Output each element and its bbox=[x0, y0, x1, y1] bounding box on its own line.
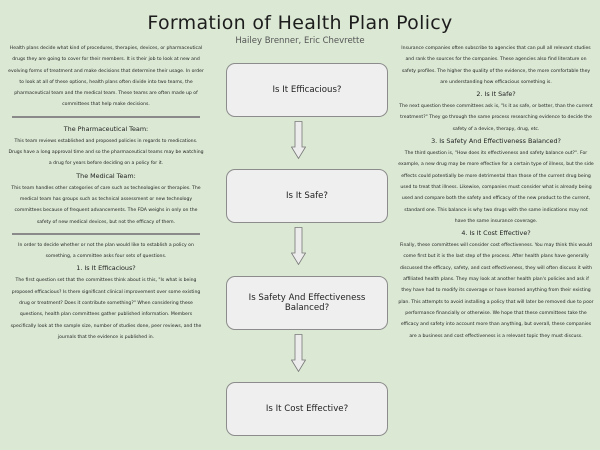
divider bbox=[12, 116, 200, 118]
poster-title: Formation of Health Plan Policy bbox=[147, 12, 453, 34]
q4-heading: 4. Is It Cost Effective? bbox=[461, 229, 531, 238]
q4-text: Finally, these committees will consider cost effectiveness. You may think this would come first but it is the last step of the process. After health plans have generally discussed the efficacy, safety, and cost effectiveness, they will often discuss it with affiliated health plans. They may look at another health plan's policies and ask if they have had to modify its coverage or have learned anything from their existing plan. This attempts to avoid installing a policy that will later be removed due to poor performance financially or otherwise. We hope that these committees take the efficacy and safety into account more than anything, but overall, these companies are a business and cost effectiveness is a relevant topic they must discuss. bbox=[398, 243, 594, 339]
q3-text: The third question is, "How does its effectiveness and safety balance out?". For example, a new drug may be more effective for a certain type of illness, but the side effects could potentially be more detrimental than those of the current drug being used to treat that illness. Likewise, companies must consider what is already being used and compare both the safety and efficacy of the new product to the current, standard one. This balance is why two drugs with the same indications may not have the same insurance coverage. bbox=[398, 151, 594, 224]
left-column bbox=[8, 43, 204, 343]
flow-step-cost-effective: Is It Cost Effective? bbox=[226, 382, 388, 436]
intro-paragraph: Health plans decide what kind of procedures, therapies, devices, or pharmaceutical drugs they are going to cover for their members. It is their job to look at new and evolving forms of treatment and make decisions that determine their usage. In order to look at all of these options, health plans often divide into two teams, the pharmaceutical team and the medical team. These teams are often made up of committees that help make decisions. bbox=[8, 46, 204, 108]
q3-heading: 3. Is Safety And Effectiveness Balanced? bbox=[431, 137, 561, 146]
medical-team-text: This team handles other categories of care such as technologies or therapies. The medical team has groups such as technical assessment or new technology committees because of frequent advancements. The FDA weighs in only on the safety of new medical devices, but not the efficacy of them. bbox=[11, 185, 201, 225]
q1-heading: 1. Is It Efficacious? bbox=[76, 264, 136, 273]
q2-heading: 2. Is It Safe? bbox=[476, 90, 516, 99]
pharma-team-heading: The Pharmaceutical Team: bbox=[63, 124, 149, 133]
flow-step-safe: Is It Safe? bbox=[226, 169, 388, 223]
down-arrow-icon bbox=[291, 334, 306, 372]
down-arrow-icon bbox=[291, 227, 306, 265]
flow-step-balanced: Is Safety And Effectiveness Balanced? bbox=[226, 276, 388, 330]
down-arrow-icon bbox=[291, 121, 306, 159]
q1-text: The first question set that the committees think about is this, "Is what is being proposed efficacious? Is there significant clinical improvement over some existing drug or treatment? Does it contribute something?" When considering these questions, health plan committees gather published information. Members specifically look at the sample size, number of studies done, peer reviews, and the journals that the evidence is published in. bbox=[10, 278, 202, 340]
divider bbox=[12, 233, 200, 235]
medical-team-heading: The Medical Team: bbox=[76, 171, 136, 180]
evidence-paragraph: Insurance companies often subscribe to agencies that can pull all relevant studies and rank the sources for the companies. These agencies also find literature on safety profiles. The higher the quality of the evidence, the more comfortable they are understanding how efficacious something is. bbox=[401, 46, 591, 85]
pharma-team-text: This team reviews established and proposed policies in regards to medications. Drugs have a long approval time and so the pharmaceutical teams may be watching a drug for years before deciding on a policy for it. bbox=[8, 138, 204, 167]
poster-authors: Hailey Brenner, Eric Chevrette bbox=[235, 36, 365, 46]
questions-intro: In order to decide whether or not the plan would like to establish a policy on something, a committee asks four sets of questions. bbox=[18, 242, 194, 260]
flow-step-efficacious: Is It Efficacious? bbox=[226, 63, 388, 117]
q2-text: The next question these committees ask is, "Is it as safe, or better, than the current treatment?" They go through the same process researching evidence to decide the safety of a device, therapy, drug, etc. bbox=[399, 104, 593, 132]
right-column bbox=[398, 43, 594, 342]
